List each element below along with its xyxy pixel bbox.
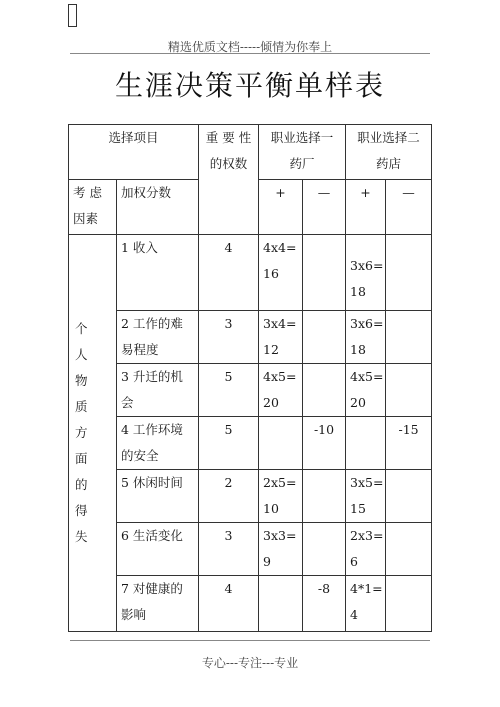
- table-header-row: [69, 125, 432, 180]
- header-score: 加权分数: [117, 180, 199, 235]
- row-item: 4 工作环境的安全: [117, 417, 199, 470]
- choice2-minus: —: [386, 180, 432, 235]
- row-c1-plus: 2x5= 10: [259, 470, 303, 523]
- row-item: 5 休闲时间: [117, 470, 199, 523]
- row-c2-plus: 4*1= 4: [346, 576, 386, 632]
- header-rule: [70, 53, 430, 54]
- decision-balance-table: [68, 124, 432, 632]
- row-c2-minus: [386, 523, 432, 576]
- page-footer: 专心---专注---专业: [201, 656, 299, 670]
- header-factor: 考 虑 因素: [69, 180, 117, 235]
- row-c1-plus: 3x3= 9: [259, 523, 303, 576]
- row-item: 1 收入: [117, 235, 199, 311]
- page-header: 精选优质文档-----倾情为你奉上: [167, 40, 333, 54]
- row-c2-plus: 3x6= 18: [346, 311, 386, 364]
- row-c1-minus: [303, 364, 346, 417]
- row-weight: 5: [199, 364, 259, 417]
- row-c1-minus: [303, 235, 346, 311]
- row-item: 3 升迁的机会: [117, 364, 199, 417]
- table-row: [69, 364, 432, 417]
- row-c2-plus: 3x5= 15: [346, 470, 386, 523]
- footer-rule: [70, 640, 430, 641]
- table-row: [69, 523, 432, 576]
- row-c1-minus: -10: [303, 417, 346, 470]
- row-c2-plus: 3x6= 18: [346, 235, 386, 311]
- table-row: [69, 470, 432, 523]
- row-weight: 4: [199, 576, 259, 632]
- row-c2-minus: [386, 364, 432, 417]
- row-weight: 2: [199, 470, 259, 523]
- row-item: 7 对健康的影响: [117, 576, 199, 632]
- choice2-plus: +: [346, 180, 386, 235]
- row-item: 6 生活变化: [117, 523, 199, 576]
- row-c2-plus: 2x3= 6: [346, 523, 386, 576]
- row-weight: 3: [199, 523, 259, 576]
- page-corner-mark: [68, 4, 77, 27]
- header-item: 选择项目: [69, 125, 199, 180]
- table-row: [69, 235, 432, 311]
- document-title: 生涯决策平衡单样表: [114, 69, 385, 102]
- row-c1-plus: 4x5= 20: [259, 364, 303, 417]
- row-weight: 5: [199, 417, 259, 470]
- row-c1-plus: [259, 417, 303, 470]
- row-c1-plus: 4x4= 16: [259, 235, 303, 311]
- row-c2-plus: [346, 417, 386, 470]
- row-item: 2 工作的难易程度: [117, 311, 199, 364]
- row-c2-minus: [386, 470, 432, 523]
- row-c1-minus: [303, 523, 346, 576]
- row-weight: 3: [199, 311, 259, 364]
- row-c2-minus: -15: [386, 417, 432, 470]
- choice1-minus: —: [303, 180, 346, 235]
- row-c1-minus: -8: [303, 576, 346, 632]
- row-c1-minus: [303, 311, 346, 364]
- table-row: [69, 417, 432, 470]
- row-c2-minus: [386, 311, 432, 364]
- row-c1-plus: 3x4= 12: [259, 311, 303, 364]
- row-c1-plus: [259, 576, 303, 632]
- table-row: [69, 311, 432, 364]
- table-row: [69, 576, 432, 632]
- row-c2-minus: [386, 576, 432, 632]
- row-weight: 4: [199, 235, 259, 311]
- row-c2-plus: 4x5= 20: [346, 364, 386, 417]
- choice1-plus: +: [259, 180, 303, 235]
- row-c1-minus: [303, 470, 346, 523]
- row-c2-minus: [386, 235, 432, 311]
- group-label: 个人物质方面的得失: [69, 235, 117, 632]
- header-choice-2: 职业选择二 药店: [346, 125, 432, 180]
- header-choice-1: 职业选择一 药厂: [259, 125, 346, 180]
- header-weight: 重 要 性 的权数: [199, 125, 259, 235]
